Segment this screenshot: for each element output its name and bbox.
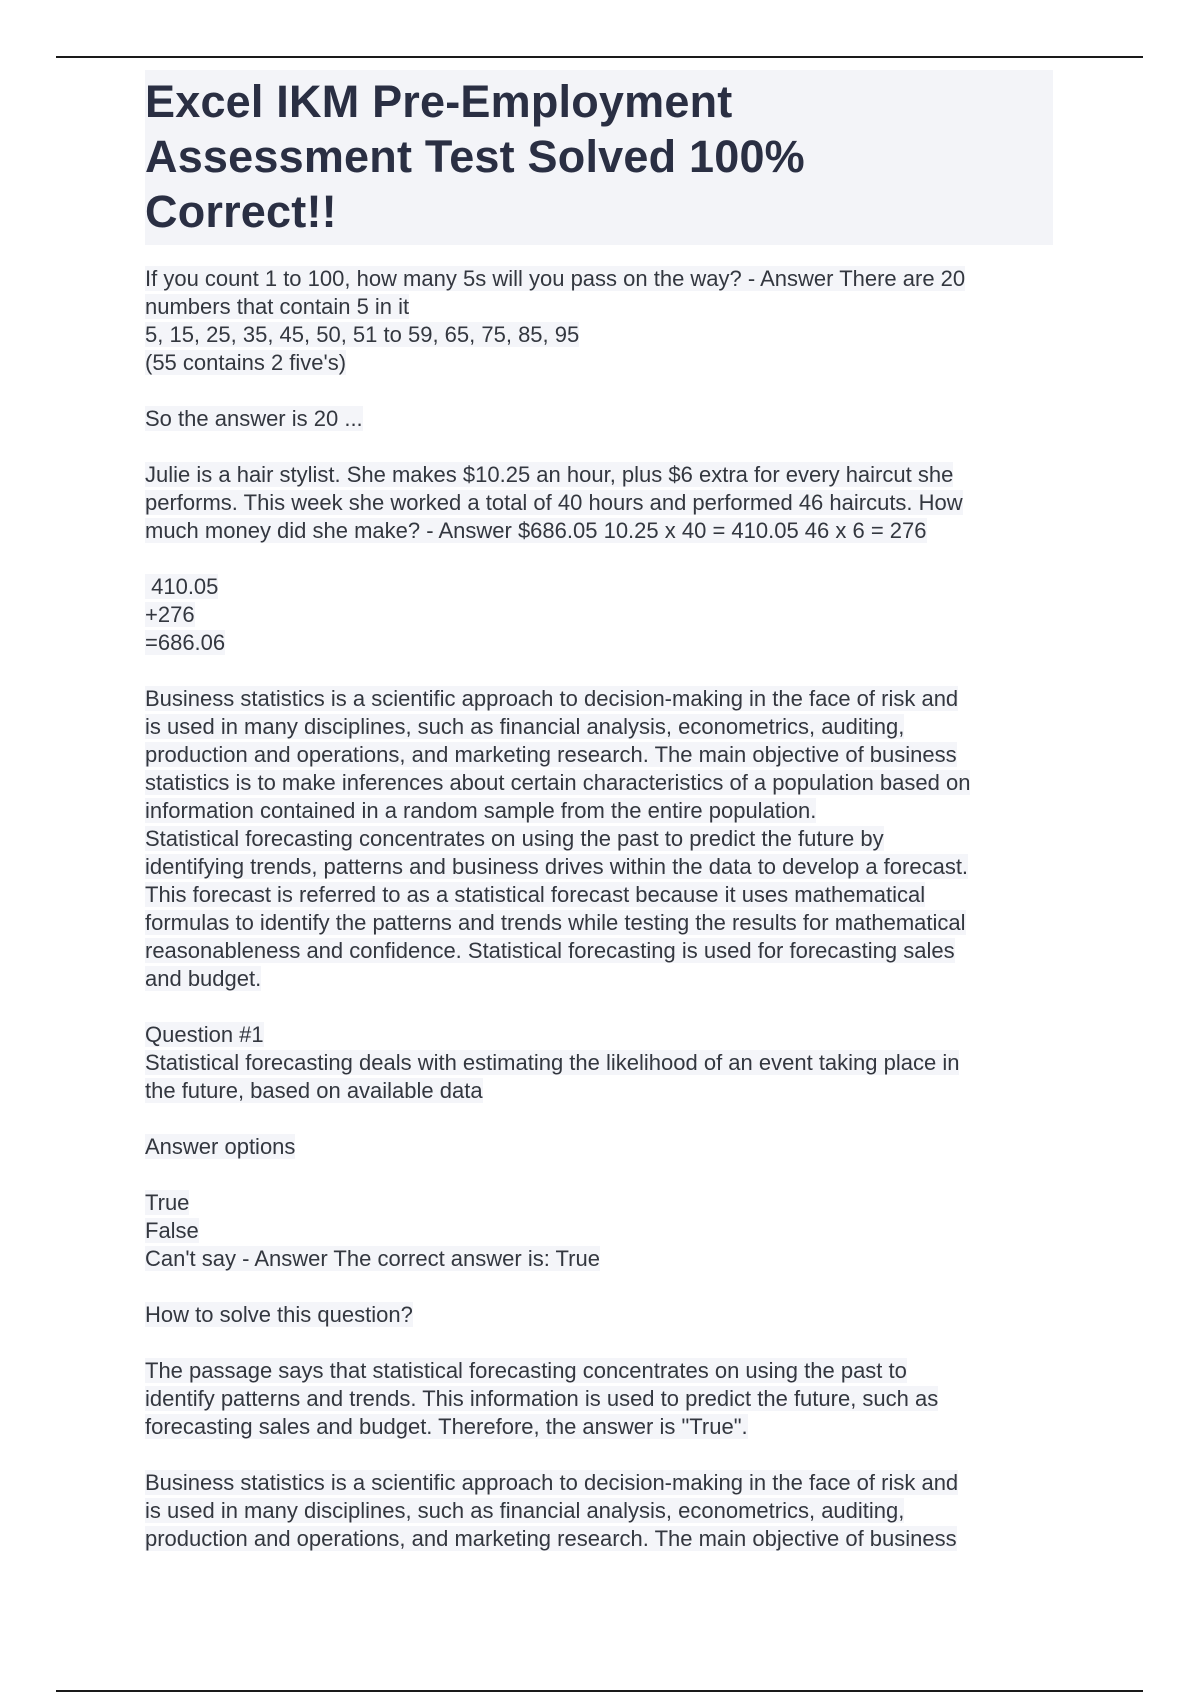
title-line: Assessment Test Solved 100% bbox=[145, 131, 805, 182]
text-line bbox=[145, 265, 1055, 293]
text-line bbox=[145, 1217, 1055, 1245]
text-line bbox=[145, 685, 1055, 713]
text-line-content: identify patterns and trends. This information is used to predict the future, such as bbox=[145, 1386, 939, 1411]
document-content bbox=[145, 70, 1055, 1553]
text-line bbox=[145, 1021, 1055, 1049]
text-line-content: information contained in a random sample from the entire population. bbox=[145, 798, 817, 823]
title-line: Excel IKM Pre-Employment bbox=[145, 76, 733, 127]
paragraph-gap bbox=[145, 1161, 1055, 1189]
text-line-content: is used in many disciplines, such as financial analysis, econometrics, auditing, bbox=[145, 1498, 905, 1523]
paragraph-gap bbox=[145, 1105, 1055, 1133]
text-line-content: Statistical forecasting concentrates on using the past to predict the future by bbox=[145, 826, 884, 851]
text-line-content: So the answer is 20 ... bbox=[145, 406, 363, 431]
text-line-content: =686.06 bbox=[145, 630, 226, 655]
text-line-content: How to solve this question? bbox=[145, 1302, 413, 1327]
text-line-content: production and operations, and marketing research. The main objective of business bbox=[145, 742, 957, 767]
paragraph bbox=[145, 1357, 1055, 1441]
text-line bbox=[145, 937, 1055, 965]
text-line-content: Answer options bbox=[145, 1134, 296, 1159]
paragraph-gap bbox=[145, 993, 1055, 1021]
text-line-content: If you count 1 to 100, how many 5s will you pass on the way? - Answer There are 20 bbox=[145, 266, 966, 291]
text-line bbox=[145, 461, 1055, 489]
text-line-content: Business statistics is a scientific approach to decision-making in the face of risk and bbox=[145, 1470, 959, 1495]
text-line bbox=[145, 349, 1055, 377]
paragraph-gap bbox=[145, 433, 1055, 461]
title-block bbox=[145, 70, 1053, 245]
paragraph bbox=[145, 1133, 1055, 1161]
paragraph bbox=[145, 685, 1055, 993]
paragraph-gap bbox=[145, 1441, 1055, 1469]
text-line bbox=[145, 489, 1055, 517]
text-line-content: Can't say - Answer The correct answer is: True bbox=[145, 1246, 600, 1271]
text-line bbox=[145, 1469, 1055, 1497]
text-line-content: statistics is to make inferences about certain characteristics of a population based on bbox=[145, 770, 971, 795]
text-line bbox=[145, 1133, 1055, 1161]
text-line-content: identifying trends, patterns and business drives within the data to develop a forecast. bbox=[145, 854, 969, 879]
document-body bbox=[145, 265, 1055, 1553]
text-line-content: This forecast is referred to as a statistical forecast because it uses mathematical bbox=[145, 882, 926, 907]
text-line-content: True bbox=[145, 1190, 190, 1215]
text-line-content: +276 bbox=[145, 602, 195, 627]
text-line bbox=[145, 881, 1055, 909]
text-line bbox=[145, 909, 1055, 937]
paragraph-gap bbox=[145, 377, 1055, 405]
text-line-content: (55 contains 2 five's) bbox=[145, 350, 347, 375]
text-line bbox=[145, 1049, 1055, 1077]
text-line-content: Statistical forecasting deals with estimating the likelihood of an event taking place in bbox=[145, 1050, 960, 1075]
paragraph bbox=[145, 1189, 1055, 1273]
paragraph bbox=[145, 573, 1055, 657]
document-title bbox=[145, 74, 1053, 239]
text-line bbox=[145, 629, 1055, 657]
text-line-content: forecasting sales and budget. Therefore, the answer is "True". bbox=[145, 1414, 748, 1439]
text-line-content: Question #1 bbox=[145, 1022, 264, 1047]
title-line: Correct!! bbox=[145, 186, 337, 237]
text-line bbox=[145, 1245, 1055, 1273]
text-line bbox=[145, 1189, 1055, 1217]
top-divider bbox=[56, 56, 1143, 58]
text-line bbox=[145, 965, 1055, 993]
text-line bbox=[145, 741, 1055, 769]
text-line-content: performs. This week she worked a total of 40 hours and performed 46 haircuts. How bbox=[145, 490, 963, 515]
text-line bbox=[145, 517, 1055, 545]
text-line-content: Business statistics is a scientific approach to decision-making in the face of risk and bbox=[145, 686, 959, 711]
text-line bbox=[145, 1077, 1055, 1105]
text-line-content: the future, based on available data bbox=[145, 1078, 483, 1103]
paragraph bbox=[145, 1021, 1055, 1105]
text-line-content: The passage says that statistical forecasting concentrates on using the past to bbox=[145, 1358, 907, 1383]
paragraph bbox=[145, 405, 1055, 433]
text-line bbox=[145, 825, 1055, 853]
text-line-content: numbers that contain 5 in it bbox=[145, 294, 410, 319]
text-line bbox=[145, 1525, 1055, 1553]
text-line bbox=[145, 853, 1055, 881]
text-line-content: and budget. bbox=[145, 966, 262, 991]
text-line bbox=[145, 797, 1055, 825]
paragraph bbox=[145, 1469, 1055, 1553]
bottom-divider bbox=[56, 1690, 1143, 1692]
text-line bbox=[145, 713, 1055, 741]
paragraph-gap bbox=[145, 1273, 1055, 1301]
text-line-content: production and operations, and marketing research. The main objective of business bbox=[145, 1526, 957, 1551]
text-line bbox=[145, 1413, 1055, 1441]
text-line bbox=[145, 1385, 1055, 1413]
paragraph-gap bbox=[145, 657, 1055, 685]
text-line bbox=[145, 293, 1055, 321]
text-line bbox=[145, 769, 1055, 797]
text-line bbox=[145, 1301, 1055, 1329]
text-line-content: 410.05 bbox=[145, 574, 219, 599]
text-line bbox=[145, 601, 1055, 629]
text-line-content: formulas to identify the patterns and trends while testing the results for mathematical bbox=[145, 910, 966, 935]
text-line bbox=[145, 573, 1055, 601]
text-line-content: 5, 15, 25, 35, 45, 50, 51 to 59, 65, 75, 85, 95 bbox=[145, 322, 580, 347]
paragraph bbox=[145, 265, 1055, 377]
text-line-content: False bbox=[145, 1218, 199, 1243]
paragraph bbox=[145, 1301, 1055, 1329]
text-line bbox=[145, 1497, 1055, 1525]
text-line bbox=[145, 321, 1055, 349]
text-line-content: is used in many disciplines, such as financial analysis, econometrics, auditing, bbox=[145, 714, 905, 739]
text-line-content: Julie is a hair stylist. She makes $10.25 an hour, plus $6 extra for every haircut she bbox=[145, 462, 954, 487]
paragraph-gap bbox=[145, 545, 1055, 573]
text-line-content: reasonableness and confidence. Statistical forecasting is used for forecasting sales bbox=[145, 938, 955, 963]
text-line-content: much money did she make? - Answer $686.05 10.25 x 40 = 410.05 46 x 6 = 276 bbox=[145, 518, 927, 543]
text-line bbox=[145, 405, 1055, 433]
paragraph bbox=[145, 461, 1055, 545]
paragraph-gap bbox=[145, 1329, 1055, 1357]
text-line bbox=[145, 1357, 1055, 1385]
